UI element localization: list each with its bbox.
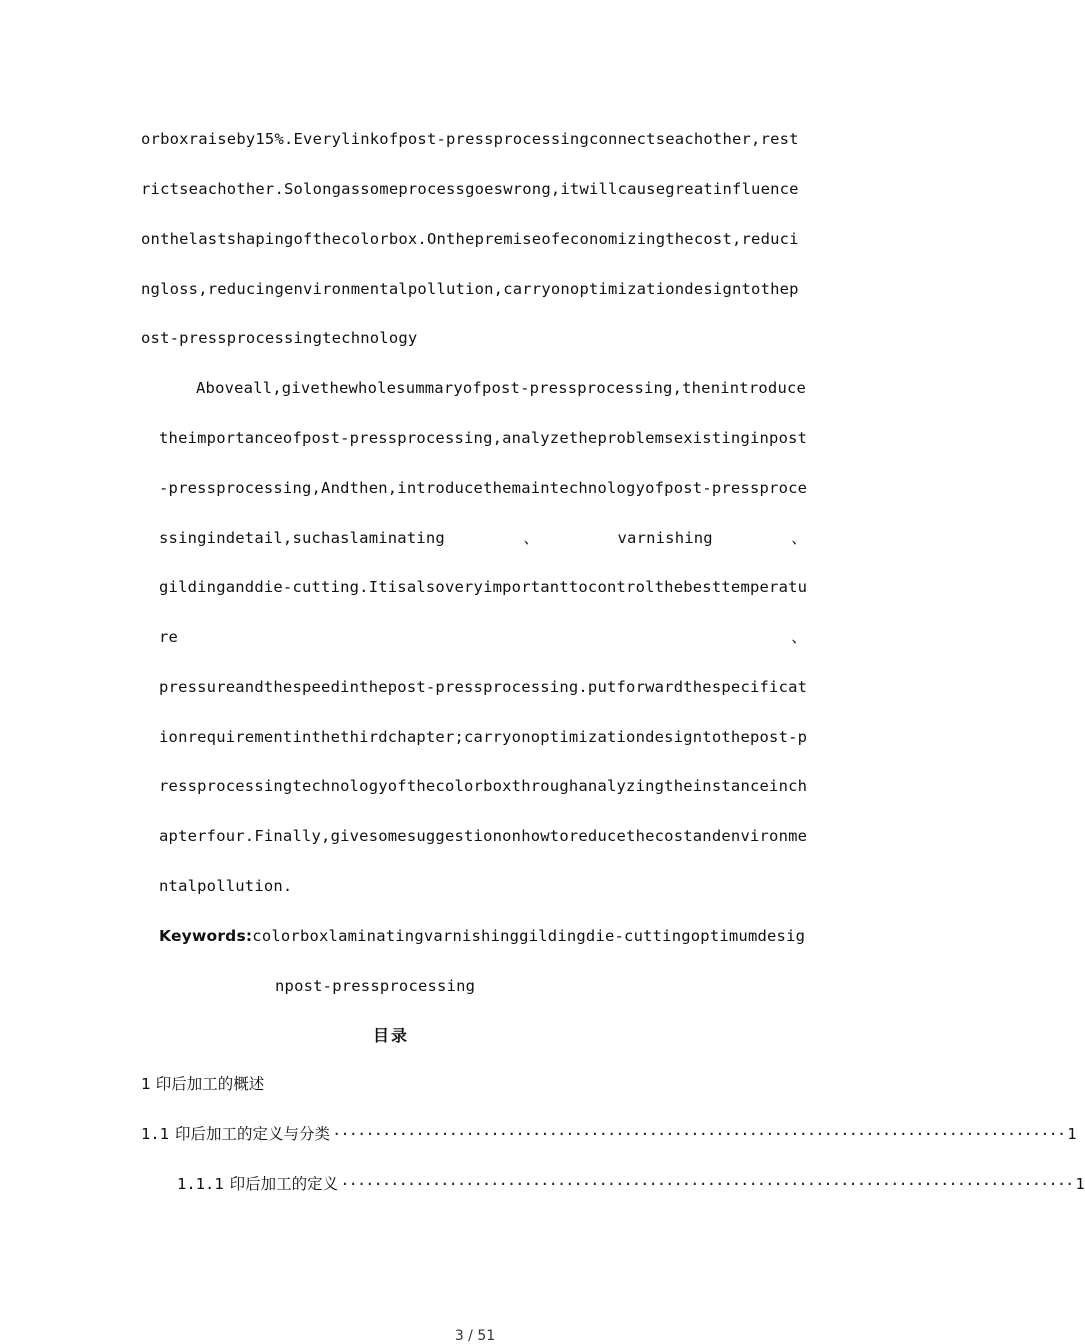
abstract-line: onthelastshapingofthecolorbox.Onthepremiseofeconomizingthecost,reduci [141, 230, 799, 248]
toc-entry-label: 印后加工的定义 [229, 1175, 339, 1193]
abstract-line: ost-pressprocessingtechnology [141, 329, 418, 347]
abstract-line: ngloss,reducingenvironmentalpollution,carryonoptimizationdesigntothep [141, 280, 799, 298]
toc-entry-page: 1 [1067, 1125, 1077, 1143]
toc-leader-dots: ························································································ [340, 1175, 1074, 1193]
abstract-line: ionrequirementinthethirdchapter;carryonoptimizationdesigntothepost-p [159, 728, 808, 746]
abstract-line: apterfour.Finally,givesomesuggestiononhowtoreducethecostandenvironme [159, 827, 808, 845]
abstract-line-split [159, 528, 807, 548]
toc-entry-number: 1.1 [141, 1125, 169, 1143]
text-fragment: varnishing [617, 529, 713, 547]
abstract-line: theimportanceofpost-pressprocessing,analyzetheproblemsexistinginpost [159, 429, 808, 447]
toc-entry-page: 1 [1075, 1175, 1085, 1193]
keywords-text: colorboxlaminatingvarnishinggildingdie-cuttingoptimumdesig [252, 927, 806, 945]
abstract-line: pressureandthespeedinthepost-pressprocessing.putforwardthespecificat [159, 678, 808, 696]
text-fragment: ssingindetail,suchaslaminating [159, 529, 445, 547]
abstract-line: gildinganddie-cutting.Itisalsoveryimportanttocontrolthebesttemperatu [159, 578, 808, 596]
toc-chapter-1[interactable]: 1 印后加工的概述 [141, 1075, 265, 1093]
abstract-line: ntalpollution. [159, 877, 293, 895]
toc-title: 目录 [373, 1026, 410, 1045]
text-fragment: re [159, 628, 179, 646]
keywords-continuation: npost-pressprocessing [275, 977, 476, 995]
abstract-line-split [159, 627, 807, 647]
text-fragment: 、 [791, 628, 807, 646]
abstract-line: -pressprocessing,Andthen,introducethemaintechnologyofpost-pressproce [159, 479, 808, 497]
abstract-line: Aboveall,givethewholesummaryofpost-pressprocessing,thenintroduce [196, 379, 807, 397]
toc-entry-number: 1.1.1 [177, 1175, 224, 1193]
toc-entry-label: 印后加工的定义与分类 [175, 1125, 331, 1143]
text-fragment: 、 [791, 529, 807, 547]
keywords-label: Keywords: [159, 927, 253, 945]
page-indicator: 3 / 51 [454, 1328, 496, 1344]
text-fragment: 、 [523, 529, 540, 547]
abstract-line: rictseachother.Solongassomeprocessgoeswrong,itwillcausegreatinfluence [141, 180, 799, 198]
keywords-line [159, 926, 805, 946]
abstract-line: orboxraiseby15%.Everylinkofpost-pressprocessingconnectseachother,rest [141, 130, 799, 148]
abstract-line: ressprocessingtechnologyofthecolorboxthroughanalyzingtheinstanceinch [159, 777, 808, 795]
toc-leader-dots: ························································································ [332, 1125, 1066, 1143]
toc-entry-1-1[interactable] [141, 1124, 1077, 1144]
toc-entry-1-1-1[interactable] [177, 1174, 1085, 1194]
